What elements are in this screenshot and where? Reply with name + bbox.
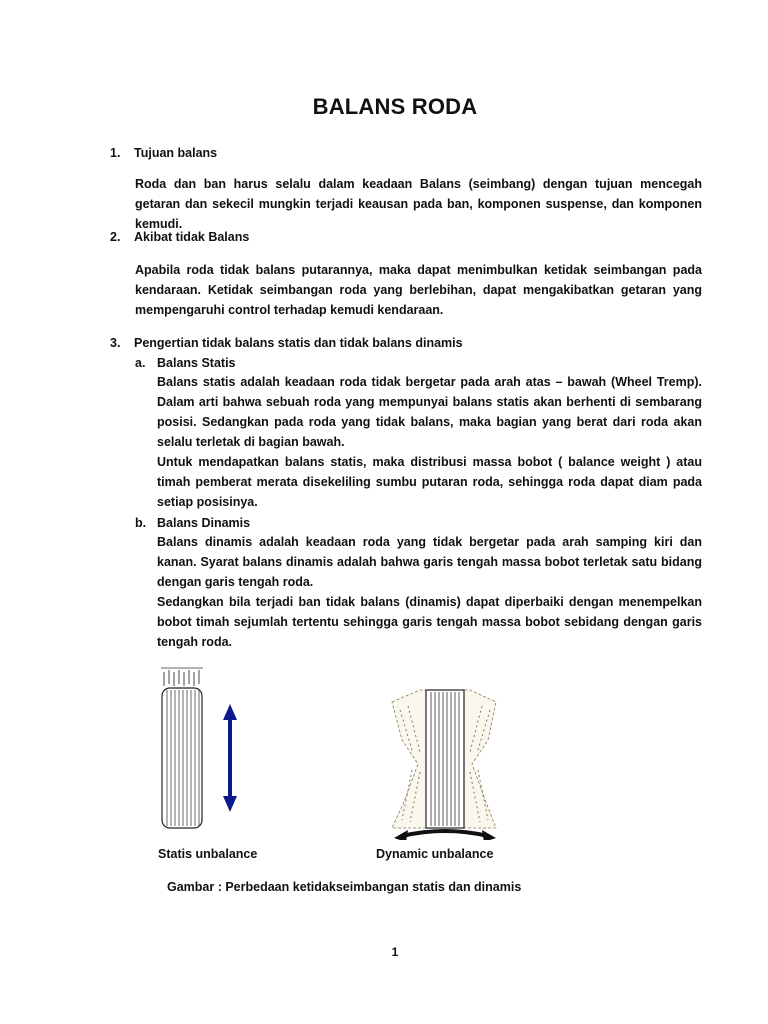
static-unbalance-label: Statis unbalance (158, 847, 258, 861)
subsection-b-heading (135, 516, 250, 530)
static-wheel-drawing (161, 668, 203, 828)
section-1-paragraph: Roda dan ban harus selalu dalam keadaan Balans (seimbang) dengan tujuan mencegah getaran dan sekecil mungkin terjadi keausan pada ban, komponen suspense, dan komponen kemudi. (135, 177, 702, 231)
page-number: 1 (391, 945, 399, 959)
subsection-a-heading (135, 356, 236, 370)
subsection-a-title: Balans Statis (157, 356, 236, 370)
section-1-number: 1. (110, 146, 121, 160)
subsection-b-title: Balans Dinamis (157, 516, 251, 530)
figure-caption: Gambar : Perbedaan ketidakseimbangan statis dan dinamis (167, 880, 522, 894)
dynamic-wheel-drawing (392, 690, 496, 828)
rotation-arrow-icon (394, 830, 496, 840)
section-2-number: 2. (110, 230, 121, 244)
subsection-b-letter: b. (135, 516, 147, 530)
dynamic-unbalance-label: Dynamic unbalance (376, 847, 494, 861)
section-3-number: 3. (110, 336, 121, 350)
subsection-a-letter: a. (135, 356, 146, 370)
section-1-title: Tujuan balans (134, 146, 218, 160)
section-3-heading (110, 336, 463, 350)
section-1-heading (110, 146, 217, 160)
section-3-title: Pengertian tidak balans statis dan tidak balans dinamis (134, 336, 463, 350)
subsection-a-paragraph-1: Balans statis adalah keadaan roda tidak bergetar pada arah atas – bawah (Wheel Tremp). Dalam arti bahwa sebuah roda yang mempunyai balans statis akan berhenti di sembarang posisi. Sedangkan pada roda yang tidak balans, maka bagian yang berat dari roda akan selalu terletak di bagian bawah. (157, 375, 702, 449)
subsection-b-paragraph-2: Sedangkan bila terjadi ban tidak balans (dinamis) dapat diperbaiki dengan menempelkan bobot timah sejumlah tertentu sehingga garis tengah massa bobot sebidang dengan garis tengah roda. (157, 595, 702, 649)
subsection-b-paragraph-1: Balans dinamis adalah keadaan roda yang tidak bergetar pada arah samping kiri dan kanan. Syarat balans dinamis adalah bahwa garis tengah massa bobot terletak satu bidang dengan garis tengah roda. (157, 535, 702, 589)
page-title: BALANS RODA (312, 94, 478, 119)
wheel-balance-figure (150, 660, 510, 840)
subsection-a-paragraph-2: Untuk mendapatkan balans statis, maka distribusi massa bobot ( balance weight ) atau timah pemberat merata disekeliling sumbu putaran roda, sehingga roda dapat diam pada setiap posisinya. (157, 455, 702, 509)
vertical-arrow-icon (223, 704, 237, 812)
section-2-title: Akibat tidak Balans (134, 230, 250, 244)
section-2-heading (110, 230, 249, 244)
section-2-paragraph: Apabila roda tidak balans putarannya, maka dapat menimbulkan ketidak seimbangan pada kendaraan. Ketidak seimbangan roda yang berlebihan, dapat mengakibatkan getaran yang mempengaruhi control terhadap kemudi kendaraan. (135, 263, 702, 317)
